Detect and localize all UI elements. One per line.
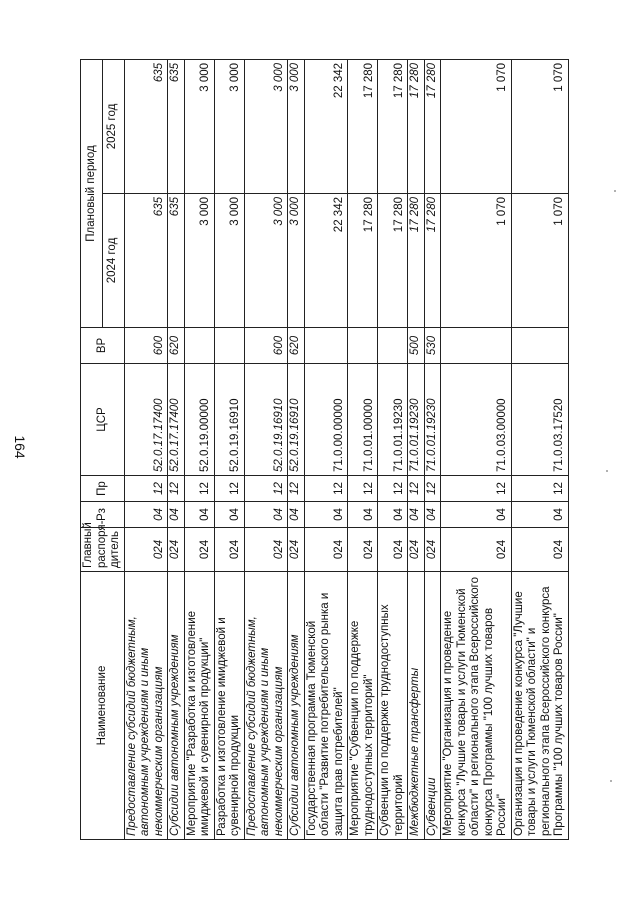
scan-speck <box>606 470 608 472</box>
cell-name: Межбюджетные трансферты <box>408 572 425 840</box>
cell-name: Организация и проведение конкурса "Лучшие товары и услуги Тюменской области" и регионального этапа Всероссийского конкурса Программы "100 лучших товаров России" <box>511 572 568 840</box>
cell-2025: 1 070 <box>511 59 568 193</box>
table-row <box>378 59 408 839</box>
cell-vr <box>348 328 378 364</box>
cell-2025: 17 280 <box>378 59 408 193</box>
table-row <box>441 59 512 839</box>
cell-vr <box>511 328 568 364</box>
cell-2025: 22 342 <box>304 59 348 193</box>
header-year-2024: 2024 год <box>102 194 124 328</box>
cell-admin: 024 <box>168 528 185 572</box>
cell-rz: 04 <box>408 502 425 528</box>
header-vr: ВР <box>81 328 125 364</box>
cell-rz: 04 <box>424 502 441 528</box>
cell-2025: 3 000 <box>288 59 305 193</box>
cell-2025: 3 000 <box>184 59 214 193</box>
cell-rz: 04 <box>244 502 288 528</box>
cell-2025: 1 070 <box>441 59 512 193</box>
cell-pr: 12 <box>304 476 348 502</box>
cell-admin: 024 <box>408 528 425 572</box>
budget-table <box>80 59 569 840</box>
cell-admin: 024 <box>304 528 348 572</box>
cell-name: Государственная программа Тюменской области "Развитие потребительского рынка и защита прав потребителей" <box>304 572 348 840</box>
cell-admin: 024 <box>378 528 408 572</box>
header-year-2025: 2025 год <box>102 59 124 193</box>
header-planned-period: Плановый период <box>81 59 103 327</box>
cell-admin: 024 <box>244 528 288 572</box>
cell-vr: 500 <box>408 328 425 364</box>
scan-speck <box>610 780 612 782</box>
cell-pr: 12 <box>214 476 244 502</box>
cell-rz: 04 <box>288 502 305 528</box>
header-csr: ЦСР <box>81 364 125 476</box>
cell-rz: 04 <box>184 502 214 528</box>
cell-pr: 12 <box>511 476 568 502</box>
cell-2025: 3 000 <box>214 59 244 193</box>
cell-rz: 04 <box>511 502 568 528</box>
cell-admin: 024 <box>124 528 168 572</box>
cell-vr <box>184 328 214 364</box>
scan-speck <box>614 190 616 192</box>
cell-csr: 52.0.19.16910 <box>214 364 244 476</box>
cell-csr: 71.0.01.19230 <box>424 364 441 476</box>
cell-rz: 04 <box>304 502 348 528</box>
cell-csr: 71.0.01.19230 <box>408 364 425 476</box>
cell-name: Субвенции <box>424 572 441 840</box>
table-body <box>124 59 568 839</box>
cell-name: Субсидии автономным учреждениям <box>168 572 185 840</box>
cell-vr: 530 <box>424 328 441 364</box>
table-row <box>244 59 288 839</box>
table-row <box>408 59 425 839</box>
cell-2025: 3 000 <box>244 59 288 193</box>
cell-2024: 3 000 <box>214 194 244 328</box>
table-row <box>304 59 348 839</box>
page-number: 164 <box>12 435 28 459</box>
cell-csr: 52.0.17.17400 <box>168 364 185 476</box>
cell-pr: 12 <box>408 476 425 502</box>
cell-csr: 71.0.01.19230 <box>378 364 408 476</box>
cell-2025: 17 280 <box>408 59 425 193</box>
table-row <box>348 59 378 839</box>
cell-admin: 024 <box>348 528 378 572</box>
cell-2024: 635 <box>124 194 168 328</box>
cell-2024: 3 000 <box>184 194 214 328</box>
cell-csr: 71.0.00.00000 <box>304 364 348 476</box>
cell-admin: 024 <box>288 528 305 572</box>
budget-table-container <box>80 60 580 840</box>
table-row <box>214 59 244 839</box>
header-admin: Главный распоря-дитель <box>81 528 125 572</box>
header-pr: Пр <box>81 476 125 502</box>
cell-name: Разработка и изготовление имиджевой и сувенирной продукции <box>214 572 244 840</box>
cell-2024: 3 000 <box>288 194 305 328</box>
cell-csr: 71.0.03.00000 <box>441 364 512 476</box>
cell-vr: 620 <box>288 328 305 364</box>
table-row <box>184 59 214 839</box>
table-row <box>424 59 441 839</box>
cell-rz: 04 <box>348 502 378 528</box>
table-row <box>124 59 168 839</box>
cell-pr: 12 <box>184 476 214 502</box>
cell-vr: 620 <box>168 328 185 364</box>
cell-2024: 22 342 <box>304 194 348 328</box>
cell-csr: 52.0.19.16910 <box>244 364 288 476</box>
cell-2024: 17 280 <box>348 194 378 328</box>
cell-admin: 024 <box>214 528 244 572</box>
cell-name: Мероприятие "Разработка и изготовление имиджевой и сувенирной продукции" <box>184 572 214 840</box>
cell-name: Предоставление субсидий бюджетным, автономным учреждениям и иным некоммерческим организациям <box>124 572 168 840</box>
cell-vr: 600 <box>124 328 168 364</box>
cell-admin: 024 <box>184 528 214 572</box>
cell-csr: 71.0.01.00000 <box>348 364 378 476</box>
cell-rz: 04 <box>378 502 408 528</box>
table-row <box>511 59 568 839</box>
cell-rz: 04 <box>214 502 244 528</box>
cell-name: Мероприятие "Субвенции по поддержке труднодоступных территорий" <box>348 572 378 840</box>
table-row <box>168 59 185 839</box>
header-name: Наименование <box>81 572 125 840</box>
header-row <box>81 59 103 839</box>
cell-pr: 12 <box>124 476 168 502</box>
cell-pr: 12 <box>424 476 441 502</box>
cell-admin: 024 <box>441 528 512 572</box>
cell-vr <box>378 328 408 364</box>
header-rz: Рз <box>81 502 125 528</box>
cell-2025: 17 280 <box>424 59 441 193</box>
cell-pr: 12 <box>441 476 512 502</box>
cell-2025: 635 <box>124 59 168 193</box>
cell-name: Предоставление субсидий бюджетным, автономным учреждениям и иным некоммерческим организациям <box>244 572 288 840</box>
cell-vr <box>214 328 244 364</box>
cell-csr: 52.0.19.00000 <box>184 364 214 476</box>
cell-rz: 04 <box>168 502 185 528</box>
cell-2024: 1 070 <box>441 194 512 328</box>
cell-rz: 04 <box>124 502 168 528</box>
cell-pr: 12 <box>378 476 408 502</box>
cell-2024: 3 000 <box>244 194 288 328</box>
cell-2025: 635 <box>168 59 185 193</box>
cell-pr: 12 <box>168 476 185 502</box>
cell-vr <box>304 328 348 364</box>
cell-admin: 024 <box>424 528 441 572</box>
cell-vr: 600 <box>244 328 288 364</box>
cell-pr: 12 <box>288 476 305 502</box>
cell-2024: 635 <box>168 194 185 328</box>
cell-csr: 52.0.17.17400 <box>124 364 168 476</box>
table-row <box>288 59 305 839</box>
cell-rz: 04 <box>441 502 512 528</box>
cell-admin: 024 <box>511 528 568 572</box>
cell-csr: 52.0.19.16910 <box>288 364 305 476</box>
cell-name: Мероприятие "Организация и проведение конкурса "Лучшие товары и услуги Тюменской области" и регионального этапа Всероссийского конкурса Программы "100 лучших товаров России" <box>441 572 512 840</box>
cell-2024: 17 280 <box>378 194 408 328</box>
cell-2024: 17 280 <box>408 194 425 328</box>
cell-2024: 17 280 <box>424 194 441 328</box>
cell-csr: 71.0.03.17520 <box>511 364 568 476</box>
cell-pr: 12 <box>244 476 288 502</box>
cell-pr: 12 <box>348 476 378 502</box>
cell-vr <box>441 328 512 364</box>
cell-2025: 17 280 <box>348 59 378 193</box>
cell-name: Субсидии автономным учреждениям <box>288 572 305 840</box>
cell-name: Субвенции по поддержке труднодоступных территорий <box>378 572 408 840</box>
cell-2024: 1 070 <box>511 194 568 328</box>
